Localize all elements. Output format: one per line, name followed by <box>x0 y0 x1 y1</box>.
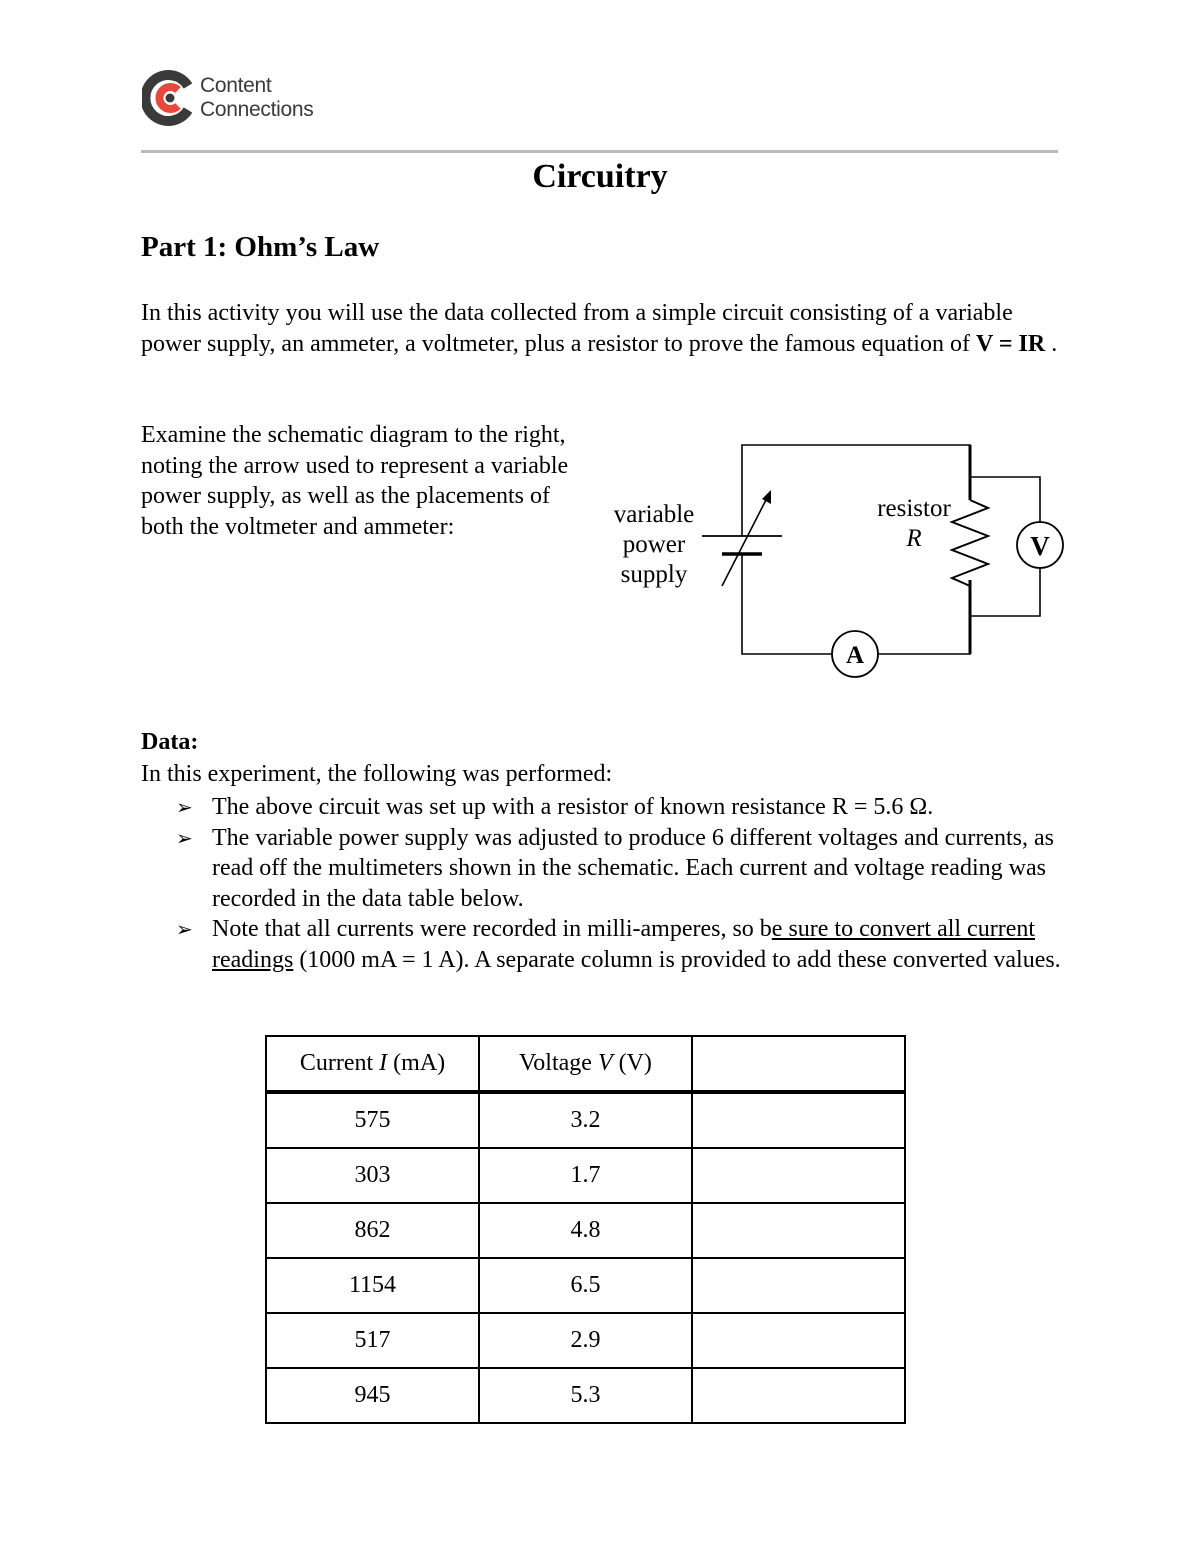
table-header-row <box>266 1036 905 1092</box>
cell-voltage: 1.7 <box>479 1148 692 1203</box>
supply-label-1: variable <box>613 501 695 528</box>
arrow-bullet-icon: ➢ <box>176 795 193 819</box>
cell-voltage: 2.9 <box>479 1313 692 1368</box>
arrow-bullet-icon: ➢ <box>176 917 193 941</box>
table-row <box>266 1368 905 1423</box>
logo-line-2: Connections <box>200 98 314 121</box>
table-row <box>266 1258 905 1313</box>
table-row <box>266 1148 905 1203</box>
cell-converted[interactable] <box>692 1148 905 1203</box>
resistor-symbol-label: R <box>906 525 922 552</box>
list-item: ➢ The above circuit was set up with a resistor of known resistance R = 5.6 Ω. <box>176 792 1076 823</box>
data-table <box>265 1035 906 1424</box>
table-row <box>266 1092 905 1148</box>
resistor-label: resistor <box>877 495 951 522</box>
cell-voltage: 5.3 <box>479 1368 692 1423</box>
cell-current: 517 <box>266 1313 479 1368</box>
list-item: ➢ Note that all currents were recorded in milli-amperes, so be sure to convert all current readings (1000 mA = 1 A). A separate column is provided to add these converted values. <box>176 916 1061 973</box>
cell-voltage: 6.5 <box>479 1258 692 1313</box>
data-heading: Data: <box>141 729 199 755</box>
intro-paragraph <box>141 298 1071 359</box>
circuit-schematic <box>600 430 1080 690</box>
variable-arrow-head <box>762 490 771 504</box>
cell-current: 575 <box>266 1092 479 1148</box>
cell-converted[interactable] <box>692 1092 905 1148</box>
logo-text <box>200 74 313 122</box>
cell-current: 303 <box>266 1148 479 1203</box>
procedure-list <box>176 792 1076 975</box>
examine-paragraph: Examine the schematic diagram to the right, noting the arrow used to represent a variable power supply, as well as the placements of both the voltmeter and ammeter: <box>141 422 569 540</box>
intro-equation: V = IR <box>975 330 1046 357</box>
voltmeter-label: V <box>1030 531 1050 561</box>
list-item: ➢ The variable power supply was adjusted to produce 6 different voltages and currents, as read off the multimeters shown in the schematic. Each current and voltage reading was recorded in the data table below. <box>176 824 1054 912</box>
table-row <box>266 1313 905 1368</box>
supply-label-3: supply <box>620 561 688 588</box>
resistor-symbol <box>952 500 988 586</box>
cell-converted[interactable] <box>692 1258 905 1313</box>
wire-bottom-left <box>742 557 832 654</box>
header-converted <box>692 1036 905 1092</box>
cell-converted[interactable] <box>692 1368 905 1423</box>
variable-arrow <box>722 496 768 586</box>
part-heading: Part 1: Ohm’s Law <box>141 231 380 263</box>
wire-voltmeter-bottom <box>970 568 1040 616</box>
cell-converted[interactable] <box>692 1203 905 1258</box>
logo-line-1: Content <box>200 74 272 97</box>
intro-end: . <box>1045 330 1058 357</box>
data-intro: In this experiment, the following was performed: <box>141 761 613 787</box>
page-title: Circuitry <box>532 158 668 195</box>
header-current: Current I (mA) <box>266 1036 479 1092</box>
underlined-instruction: e sure to convert all current readings <box>212 916 1036 973</box>
table-row <box>266 1203 905 1258</box>
wire-voltmeter-top <box>970 477 1040 522</box>
wire-bottom-right <box>878 616 970 654</box>
cell-current: 945 <box>266 1368 479 1423</box>
cell-voltage: 4.8 <box>479 1203 692 1258</box>
arrow-bullet-icon: ➢ <box>176 825 193 850</box>
header-voltage: Voltage V (V) <box>479 1036 692 1092</box>
cell-converted[interactable] <box>692 1313 905 1368</box>
supply-label-2: power <box>622 531 686 558</box>
intro-text: In this activity you will use the data collected from a simple circuit consisting of a variable power supply, an ammeter, a voltmeter, plus a resistor to prove the famous equation of <box>141 300 1013 357</box>
cell-current: 862 <box>266 1203 479 1258</box>
ammeter-label: A <box>845 642 865 669</box>
cell-voltage: 3.2 <box>479 1092 692 1148</box>
header-divider <box>141 150 1058 153</box>
cell-current: 1154 <box>266 1258 479 1313</box>
